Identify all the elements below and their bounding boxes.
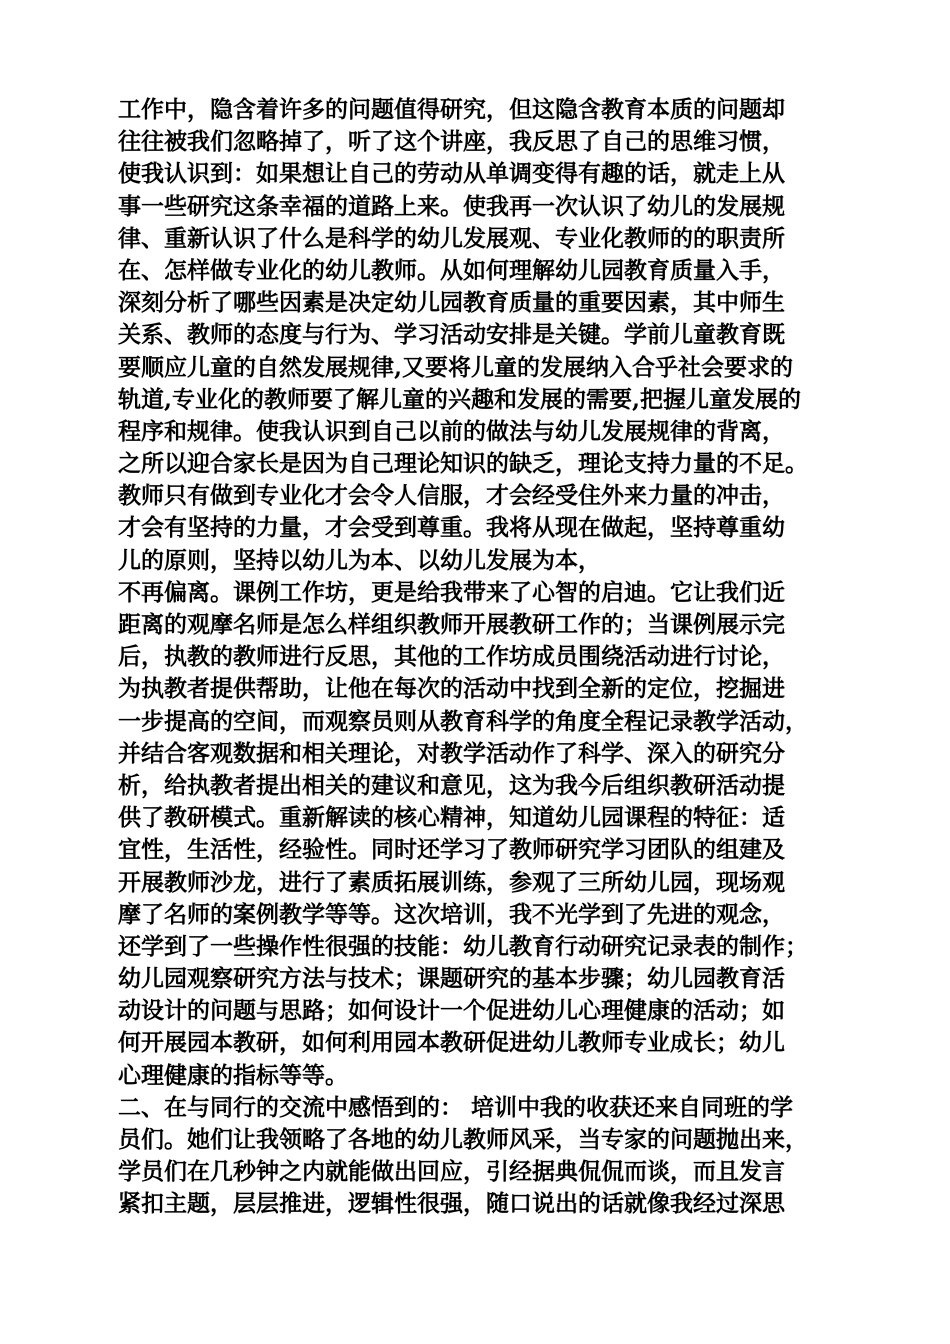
- text-line: 要顺应儿童的自然发展规律,又要将儿童的发展纳入合乎社会要求的: [118, 353, 794, 381]
- text-line: 学员们在几秒钟之内就能做出回应，引经据典侃侃而谈，而且发言: [118, 1158, 785, 1186]
- text-line: 工作中，隐含着许多的问题值得研究，但这隐含教育本质的问题却: [118, 96, 785, 123]
- text-line: 使我认识到：如果想让自己的劳动从单调变得有趣的话，就走上从: [118, 160, 785, 188]
- text-line: 宜性，生活性，经验性。同时还学习了教师研究学习团队的组建及: [118, 836, 785, 864]
- text-line: 儿的原则，坚持以幼儿为本、以幼儿发展为本，: [118, 546, 601, 574]
- text-line: 之所以迎合家长是因为自己理论知识的缺乏，理论支持力量的不足。: [118, 450, 808, 478]
- text-line: 开展教师沙龙，进行了素质拓展训练，参观了三所幼儿园，现场观: [118, 868, 785, 896]
- text-line: 心理健康的指标等等。: [118, 1061, 348, 1089]
- text-line: 深刻分析了哪些因素是决定幼儿园教育质量的重要因素，其中师生: [118, 289, 785, 317]
- text-line: 动设计的问题与思路；如何设计一个促进幼儿心理健康的活动；如: [118, 997, 785, 1025]
- text-line: 事一些研究这条幸福的道路上来。使我再一次认识了幼儿的发展规: [118, 192, 785, 220]
- text-line: 教师只有做到专业化才会令人信服，才会经受住外来力量的冲击，: [118, 482, 785, 510]
- text-line: 后，执教的教师进行反思，其他的工作坊成员围绕活动进行讨论，: [118, 643, 785, 671]
- text-line: 紧扣主题，层层推进，逻辑性很强，随口说出的话就像我经过深思: [118, 1190, 785, 1218]
- text-line: 程序和规律。使我认识到自己以前的做法与幼儿发展规律的背离，: [118, 417, 785, 445]
- text-line: 关系、教师的态度与行为、学习活动安排是关键。学前儿童教育既: [118, 321, 785, 349]
- text-line: 幼儿园观察研究方法与技术；课题研究的基本步骤；幼儿园教育活: [118, 965, 785, 993]
- text-line: 轨道,专业化的教师要了解儿童的兴趣和发展的需要,把握儿童发展的: [118, 385, 802, 413]
- text-line: 析，给执教者提出相关的建议和意见，这为我今后组织教研活动提: [118, 771, 785, 799]
- text-line: 律、重新认识了什么是科学的幼儿发展观、专业化教师的的职责所: [118, 224, 785, 252]
- text-line: 一步提高的空间，而观察员则从教育科学的角度全程记录教学活动，: [118, 707, 808, 735]
- text-line: 何开展园本教研，如何利用园本教研促进幼儿教师专业成长；幼儿: [118, 1029, 785, 1057]
- text-line: 还学到了一些操作性很强的技能：幼儿教育行动研究记录表的制作；: [118, 932, 808, 960]
- text-line: 不再偏离。课例工作坊，更是给我带来了心智的启迪。它让我们近: [118, 578, 785, 606]
- text-line: 并结合客观数据和相关理论，对教学活动作了科学、深入的研究分: [118, 739, 785, 767]
- text-line: 二、在与同行的交流中感悟到的： 培训中我的收获还来自同班的学: [118, 1093, 794, 1121]
- body-text: [118, 94, 838, 1221]
- text-line: 在、怎样做专业化的幼儿教师。从如何理解幼儿园教育质量入手，: [118, 256, 785, 284]
- text-line: 员们。她们让我领略了各地的幼儿教师风采，当专家的问题抛出来，: [118, 1126, 808, 1153]
- text-line: 距离的观摩名师是怎么样组织教师开展教研工作的；当课例展示完: [118, 611, 785, 638]
- text-line: 供了教研模式。重新解读的核心精神，知道幼儿园课程的特征：适: [118, 804, 785, 832]
- text-line: 往往被我们忽略掉了，听了这个讲座，我反思了自己的思维习惯，: [118, 128, 785, 156]
- text-line: 摩了名师的案例教学等等。这次培训，我不光学到了先进的观念，: [118, 900, 785, 928]
- text-line: 才会有坚持的力量，才会受到尊重。我将从现在做起，坚持尊重幼: [118, 514, 785, 542]
- text-line: 为执教者提供帮助，让他在每次的活动中找到全新的定位，挖掘进: [118, 675, 785, 703]
